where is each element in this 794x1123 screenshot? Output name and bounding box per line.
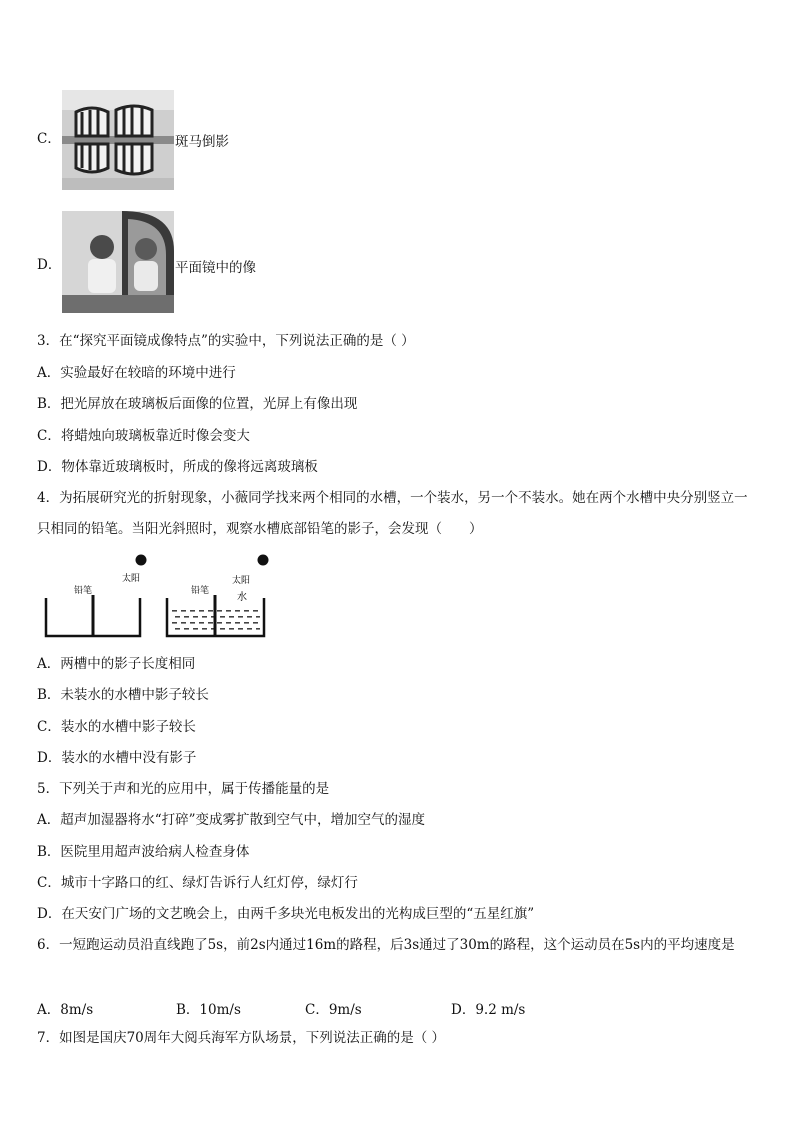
q3-option-b: B．把光屏放在玻璃板后面像的位置，光屏上有像出现 — [37, 396, 358, 412]
sun-label-right: 太阳 — [232, 576, 251, 586]
q4-option-c: C．装水的水槽中影子较长 — [37, 719, 196, 735]
q4-figure — [40, 550, 280, 642]
pencil-label-left: 铅笔 — [74, 586, 93, 596]
option-d-caption: 平面镜中的像 — [175, 260, 256, 276]
q4-option-a: A．两槽中的影子长度相同 — [37, 656, 196, 672]
sun-label-left: 太阳 — [122, 574, 141, 584]
q3-option-a: A．实验最好在较暗的环境中进行 — [37, 365, 236, 381]
q4-option-d: D．装水的水槽中没有影子 — [37, 750, 197, 766]
mirror-children-illustration — [62, 211, 174, 313]
q5-option-b: B．医院里用超声波给病人检查身体 — [37, 844, 250, 860]
q5-option-c: C．城市十字路口的红、绿灯告诉行人红灯停，绿灯行 — [37, 875, 358, 891]
zebra-reflection-image — [62, 90, 174, 190]
q4-option-b: B．未装水的水槽中影子较长 — [37, 687, 209, 703]
q6-option-b: B．10m/s — [176, 1002, 241, 1018]
q5-option-d: D．在天安门广场的文艺晚会上，由两千多块光电板发出的光构成巨型的“五星红旗” — [37, 906, 535, 922]
q6-option-c: C．9m/s — [305, 1002, 362, 1018]
q6-option-d: D．9.2 m/s — [451, 1002, 526, 1018]
option-d-label: D． — [37, 257, 62, 273]
q7-stem: 7．如图是国庆70周年大阅兵海军方队场景，下列说法正确的是（ ） — [37, 1030, 446, 1046]
water-label: 水 — [237, 592, 247, 603]
sun-left-icon — [136, 555, 147, 566]
q3-option-d: D．物体靠近玻璃板时，所成的像将远离玻璃板 — [37, 459, 318, 475]
pencil-label-right: 铅笔 — [191, 586, 210, 596]
q5-option-a: A．超声加湿器将水“打碎”变成雾扩散到空气中，增加空气的湿度 — [37, 812, 426, 828]
option-c-label: C． — [37, 131, 61, 147]
sun-right-icon — [258, 555, 269, 566]
q4-stem: 4．为拓展研究光的折射现象，小薇同学找来两个相同的水槽，一个装水，另一个不装水。她在两个水槽中央分别竖立一只相同的铅笔。当阳光斜照时，观察水槽底部铅笔的影子，会发现（ ） — [37, 490, 748, 537]
q6-stem: 6．一短跑运动员沿直线跑了5s，前2s内通过16m的路程，后3s通过了30m的路程，这个运动员在5s内的平均速度是 — [37, 937, 735, 953]
mirror-children-image — [62, 211, 174, 313]
zebra-reflection-illustration — [62, 90, 174, 190]
q6-option-a: A．8m/s — [37, 1002, 94, 1018]
option-c-caption: 斑马倒影 — [175, 134, 229, 150]
q5-stem: 5．下列关于声和光的应用中，属于传播能量的是 — [37, 781, 330, 797]
q3-option-c: C．将蜡烛向玻璃板靠近时像会变大 — [37, 428, 250, 444]
q3-stem: 3．在“探究平面镜成像特点”的实验中，下列说法正确的是（ ） — [37, 333, 415, 349]
